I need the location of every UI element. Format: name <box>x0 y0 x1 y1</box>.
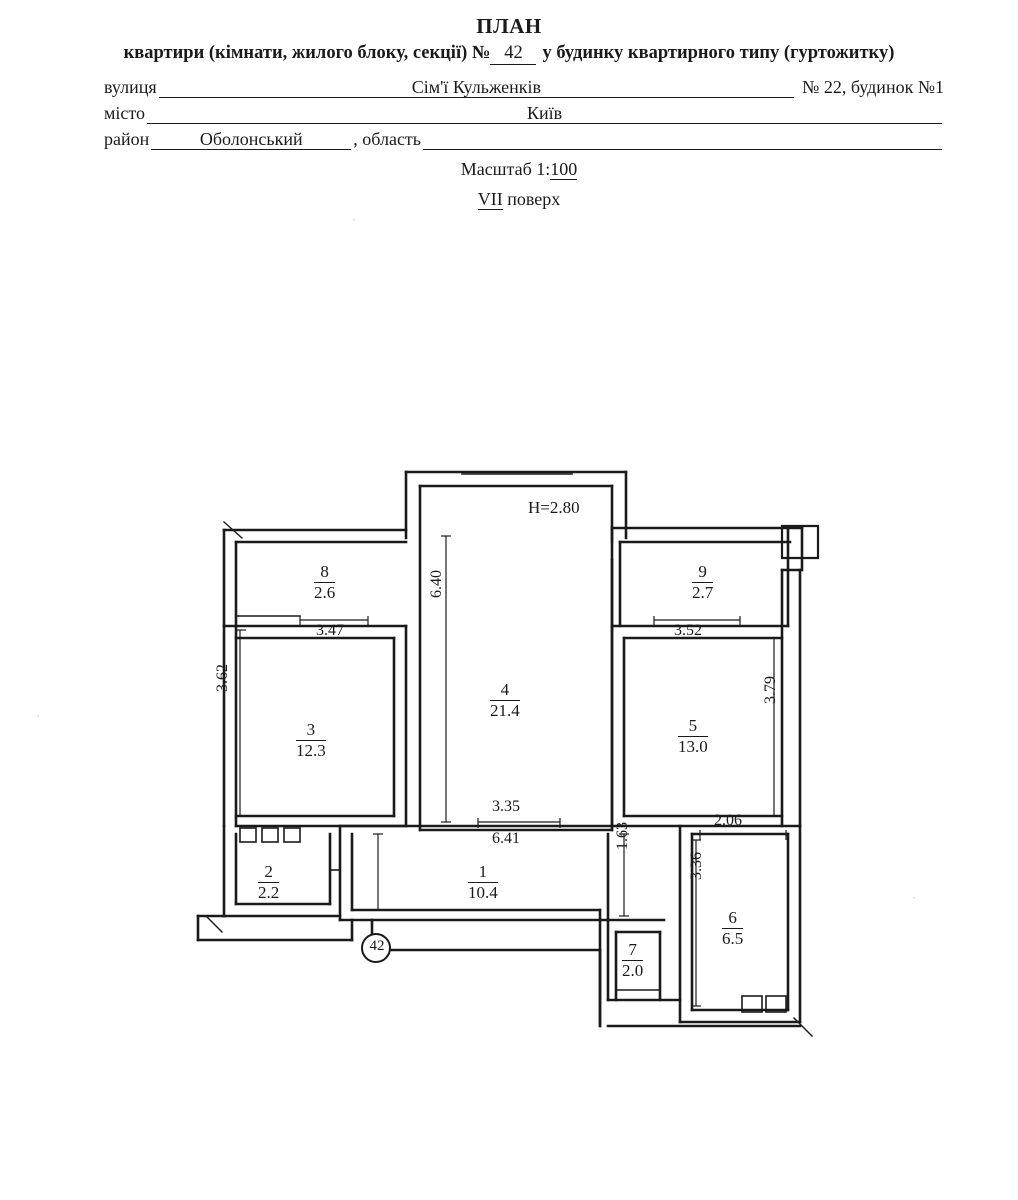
room-label-9 <box>692 562 713 602</box>
room-5-area: 13.0 <box>678 736 708 756</box>
room-label-7 <box>622 940 643 980</box>
floor-line <box>0 189 1018 210</box>
dimension-3-36: 3.36 <box>688 852 705 880</box>
city-value: Київ <box>526 103 563 123</box>
floor-word: поверх <box>507 189 561 209</box>
document-subtitle <box>0 43 1018 65</box>
room-4-area: 21.4 <box>490 700 520 720</box>
dimension-3-62: 3.62 <box>214 664 231 692</box>
room-7-number: 7 <box>622 940 643 961</box>
floor-plan <box>0 430 1018 1110</box>
room-7-area: 2.0 <box>622 960 644 980</box>
room-5-number: 5 <box>678 716 708 737</box>
room-label-3 <box>296 720 326 760</box>
room-label-1 <box>468 862 498 902</box>
dimension-6-40: 6.40 <box>428 570 445 598</box>
address-row-street <box>104 72 944 98</box>
subtitle-suffix: у будинку квартирного типу (гуртожитку) <box>542 43 895 63</box>
address-row-district <box>104 124 944 150</box>
room-label-6 <box>722 908 743 948</box>
room-9-area: 2.7 <box>692 582 714 602</box>
room-3-number: 3 <box>296 720 326 741</box>
floor-number: VII <box>477 189 503 209</box>
subtitle-prefix: квартири (кімнати, жилого блоку, секції) № <box>123 43 491 63</box>
room-4-number: 4 <box>490 680 520 701</box>
dimension-3-79: 3.79 <box>762 676 779 704</box>
room-label-5 <box>678 716 708 756</box>
dimension-3-35: 3.35 <box>492 798 520 815</box>
ceiling-height-label: H=2.80 <box>528 498 580 517</box>
scale-line <box>0 159 1018 180</box>
room-label-2 <box>258 862 279 902</box>
address-row-city <box>104 98 944 124</box>
dimension-3-47: 3.47 <box>316 622 344 639</box>
document-header <box>0 0 1018 210</box>
room-label-4 <box>490 680 520 720</box>
street-label: вулиця <box>104 77 157 97</box>
district-label: район <box>104 129 150 149</box>
room-6-number: 6 <box>722 908 743 929</box>
scan-artifact-left: · <box>36 708 41 723</box>
scale-label: Масштаб 1: <box>460 159 551 179</box>
apartment-number-value: 42 <box>490 43 536 65</box>
room-3-area: 12.3 <box>296 740 326 760</box>
room-2-area: 2.2 <box>258 882 280 902</box>
region-label: , область <box>353 129 422 149</box>
dimension-6-41: 6.41 <box>492 830 520 847</box>
street-rule <box>159 77 795 98</box>
scan-artifact-top: · <box>352 212 357 227</box>
room-1-area: 10.4 <box>468 882 498 902</box>
scan-artifact-right: · <box>912 890 917 905</box>
street-value: Сім'ї Кульженків <box>411 77 542 97</box>
city-label: місто <box>104 103 146 123</box>
room-9-number: 9 <box>692 562 713 583</box>
room-6-area: 6.5 <box>722 928 744 948</box>
apartment-marker-label: 42 <box>369 938 385 954</box>
room-8-number: 8 <box>314 562 335 583</box>
dimension-3-52: 3.52 <box>674 622 702 639</box>
street-tail: № 22, будинок №1 <box>802 77 944 97</box>
district-value: Оболонський <box>199 129 303 149</box>
district-rule <box>151 129 351 150</box>
city-rule <box>147 103 942 124</box>
room-1-number: 1 <box>468 862 498 883</box>
region-rule <box>423 129 942 150</box>
address-rows <box>0 72 1018 150</box>
dimension-2-06: 2.06 <box>714 812 742 829</box>
room-label-8 <box>314 562 335 602</box>
dimension-1-63: 1.63 <box>614 822 631 850</box>
scale-value: 100 <box>550 159 578 179</box>
room-2-number: 2 <box>258 862 279 883</box>
room-8-area: 2.6 <box>314 582 336 602</box>
page-title: ПЛАН <box>476 14 542 38</box>
